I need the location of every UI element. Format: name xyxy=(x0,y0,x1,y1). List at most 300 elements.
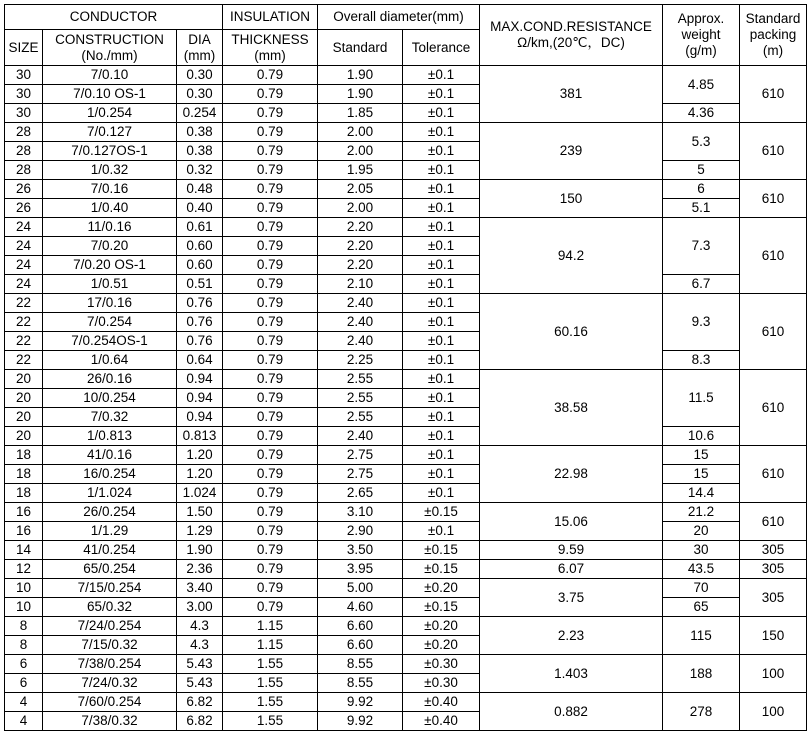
thickness-line1: THICKNESS xyxy=(231,31,309,47)
construction-cell: 65/0.254 xyxy=(43,560,177,579)
construction-cell: 10/0.254 xyxy=(43,389,177,408)
size-cell: 8 xyxy=(5,636,43,655)
standard-cell: 2.40 xyxy=(318,427,403,446)
construction-cell: 65/0.32 xyxy=(43,598,177,617)
construction-line2: (No./mm) xyxy=(81,47,138,63)
standard-cell: 2.20 xyxy=(318,237,403,256)
construction-header xyxy=(43,30,177,66)
standard-cell: 2.55 xyxy=(318,408,403,427)
tolerance-cell: ±0.30 xyxy=(403,655,480,674)
tolerance-cell: ±0.1 xyxy=(403,199,480,218)
size-cell: 4 xyxy=(5,712,43,731)
table-row xyxy=(5,522,807,541)
table-row xyxy=(5,693,807,712)
packing-cell: 610 xyxy=(740,66,807,123)
standard-cell: 1.85 xyxy=(318,104,403,123)
weight-cell: 10.6 xyxy=(663,427,740,446)
tolerance-cell: ±0.1 xyxy=(403,123,480,142)
table-row xyxy=(5,598,807,617)
resistance-cell: 94.2 xyxy=(480,218,663,294)
construction-cell: 1/0.813 xyxy=(43,427,177,446)
weight-cell: 15 xyxy=(663,465,740,484)
dia-cell: 0.94 xyxy=(177,389,223,408)
resistance-cell: 38.58 xyxy=(480,370,663,446)
thickness-line2: (mm) xyxy=(254,47,286,63)
standard-cell: 2.10 xyxy=(318,275,403,294)
weight-cell: 6.7 xyxy=(663,275,740,294)
size-cell: 26 xyxy=(5,180,43,199)
table-row xyxy=(5,541,807,560)
size-cell: 4 xyxy=(5,693,43,712)
weight-cell: 4.36 xyxy=(663,104,740,123)
construction-cell: 7/0.32 xyxy=(43,408,177,427)
packing-cell: 610 xyxy=(740,503,807,541)
tolerance-cell: ±0.1 xyxy=(403,408,480,427)
dia-cell: 0.64 xyxy=(177,351,223,370)
table-row xyxy=(5,199,807,218)
standard-cell: 6.60 xyxy=(318,636,403,655)
size-cell: 24 xyxy=(5,275,43,294)
standard-cell: 2.40 xyxy=(318,294,403,313)
tolerance-cell: ±0.1 xyxy=(403,484,480,503)
thickness-cell: 0.79 xyxy=(223,503,318,522)
construction-cell: 7/0.10 xyxy=(43,66,177,85)
wire-spec-table xyxy=(4,4,807,731)
tolerance-cell: ±0.1 xyxy=(403,104,480,123)
tolerance-header: Tolerance xyxy=(403,30,480,66)
weight-cell: 20 xyxy=(663,522,740,541)
weight-cell: 278 xyxy=(663,693,740,731)
construction-cell: 16/0.254 xyxy=(43,465,177,484)
thickness-cell: 0.79 xyxy=(223,161,318,180)
standard-cell: 5.00 xyxy=(318,579,403,598)
thickness-cell: 1.15 xyxy=(223,617,318,636)
construction-cell: 26/0.16 xyxy=(43,370,177,389)
construction-cell: 7/60/0.254 xyxy=(43,693,177,712)
size-cell: 14 xyxy=(5,541,43,560)
tolerance-cell: ±0.1 xyxy=(403,85,480,104)
construction-cell: 7/0.20 OS-1 xyxy=(43,256,177,275)
size-cell: 20 xyxy=(5,370,43,389)
standard-cell: 2.40 xyxy=(318,332,403,351)
thickness-cell: 0.79 xyxy=(223,104,318,123)
dia-cell: 1.20 xyxy=(177,465,223,484)
size-cell: 28 xyxy=(5,161,43,180)
packing-header xyxy=(740,5,807,66)
thickness-cell: 0.79 xyxy=(223,465,318,484)
size-cell: 30 xyxy=(5,66,43,85)
construction-cell: 17/0.16 xyxy=(43,294,177,313)
table-row xyxy=(5,617,807,636)
thickness-cell: 1.55 xyxy=(223,674,318,693)
standard-cell: 2.40 xyxy=(318,313,403,332)
table-row xyxy=(5,560,807,579)
resistance-cell: 3.75 xyxy=(480,579,663,617)
packing-line3: (m) xyxy=(762,43,784,58)
size-cell: 20 xyxy=(5,408,43,427)
table-row xyxy=(5,484,807,503)
packing-cell: 610 xyxy=(740,180,807,218)
table-body xyxy=(5,66,807,731)
table-row xyxy=(5,427,807,446)
thickness-cell: 0.79 xyxy=(223,484,318,503)
thickness-cell: 0.79 xyxy=(223,237,318,256)
dia-cell: 0.40 xyxy=(177,199,223,218)
thickness-cell: 0.79 xyxy=(223,598,318,617)
standard-cell: 8.55 xyxy=(318,674,403,693)
size-cell: 18 xyxy=(5,446,43,465)
resistance-cell: 1.403 xyxy=(480,655,663,693)
weight-cell: 5.1 xyxy=(663,199,740,218)
tolerance-cell: ±0.1 xyxy=(403,66,480,85)
tolerance-cell: ±0.20 xyxy=(403,579,480,598)
construction-cell: 7/15/0.254 xyxy=(43,579,177,598)
thickness-cell: 0.79 xyxy=(223,389,318,408)
resistance-cell: 22.98 xyxy=(480,446,663,503)
max-resistance-line2: Ω/km,(20℃，DC) xyxy=(517,35,625,50)
dia-cell: 5.43 xyxy=(177,674,223,693)
dia-cell: 0.30 xyxy=(177,66,223,85)
size-cell: 18 xyxy=(5,484,43,503)
tolerance-cell: ±0.1 xyxy=(403,351,480,370)
size-cell: 20 xyxy=(5,427,43,446)
standard-cell: 3.10 xyxy=(318,503,403,522)
table-row xyxy=(5,579,807,598)
max-resistance-line1: MAX.COND.RESISTANCE xyxy=(490,19,652,34)
thickness-cell: 0.79 xyxy=(223,123,318,142)
weight-cell: 4.85 xyxy=(663,66,740,104)
thickness-cell: 1.55 xyxy=(223,693,318,712)
conductor-header: CONDUCTOR xyxy=(5,5,223,30)
size-cell: 28 xyxy=(5,123,43,142)
thickness-cell: 0.79 xyxy=(223,218,318,237)
tolerance-cell: ±0.1 xyxy=(403,465,480,484)
dia-cell: 6.82 xyxy=(177,712,223,731)
standard-cell: 2.05 xyxy=(318,180,403,199)
standard-cell: 1.95 xyxy=(318,161,403,180)
construction-cell: 1/0.32 xyxy=(43,161,177,180)
standard-cell: 3.50 xyxy=(318,541,403,560)
table-row xyxy=(5,294,807,313)
thickness-cell: 0.79 xyxy=(223,66,318,85)
thickness-cell: 0.79 xyxy=(223,85,318,104)
size-cell: 22 xyxy=(5,313,43,332)
thickness-cell: 0.79 xyxy=(223,142,318,161)
table-row xyxy=(5,351,807,370)
tolerance-cell: ±0.20 xyxy=(403,617,480,636)
weight-header xyxy=(663,5,740,66)
construction-cell: 7/0.254OS-1 xyxy=(43,332,177,351)
standard-cell: 2.20 xyxy=(318,218,403,237)
dia-cell: 0.76 xyxy=(177,294,223,313)
standard-header: Standard xyxy=(318,30,403,66)
construction-cell: 1/1.29 xyxy=(43,522,177,541)
standard-cell: 1.90 xyxy=(318,66,403,85)
dia-cell: 0.60 xyxy=(177,237,223,256)
standard-cell: 2.20 xyxy=(318,256,403,275)
dia-cell: 0.76 xyxy=(177,332,223,351)
tolerance-cell: ±0.15 xyxy=(403,560,480,579)
size-cell: 22 xyxy=(5,351,43,370)
weight-line3: (g/m) xyxy=(685,43,717,58)
dia-cell: 5.43 xyxy=(177,655,223,674)
thickness-cell: 0.79 xyxy=(223,332,318,351)
thickness-cell: 1.55 xyxy=(223,712,318,731)
size-cell: 16 xyxy=(5,522,43,541)
standard-cell: 2.55 xyxy=(318,370,403,389)
standard-cell: 2.25 xyxy=(318,351,403,370)
dia-cell: 3.00 xyxy=(177,598,223,617)
packing-cell: 305 xyxy=(740,579,807,617)
construction-cell: 1/1.024 xyxy=(43,484,177,503)
construction-cell: 1/0.51 xyxy=(43,275,177,294)
weight-cell: 8.3 xyxy=(663,351,740,370)
construction-cell: 1/0.40 xyxy=(43,199,177,218)
table-row xyxy=(5,161,807,180)
resistance-cell: 150 xyxy=(480,180,663,218)
max-resistance-header xyxy=(480,5,663,66)
size-cell: 20 xyxy=(5,389,43,408)
standard-cell: 2.00 xyxy=(318,142,403,161)
tolerance-cell: ±0.1 xyxy=(403,294,480,313)
thickness-cell: 0.79 xyxy=(223,408,318,427)
dia-cell: 0.76 xyxy=(177,313,223,332)
packing-cell: 610 xyxy=(740,446,807,503)
size-cell: 10 xyxy=(5,579,43,598)
thickness-cell: 0.79 xyxy=(223,351,318,370)
tolerance-cell: ±0.1 xyxy=(403,237,480,256)
standard-cell: 2.65 xyxy=(318,484,403,503)
table-row xyxy=(5,655,807,674)
table-row xyxy=(5,370,807,389)
standard-cell: 8.55 xyxy=(318,655,403,674)
thickness-cell: 0.79 xyxy=(223,256,318,275)
size-cell: 24 xyxy=(5,218,43,237)
weight-cell: 9.3 xyxy=(663,294,740,351)
size-cell: 30 xyxy=(5,104,43,123)
thickness-cell: 0.79 xyxy=(223,294,318,313)
tolerance-cell: ±0.1 xyxy=(403,180,480,199)
packing-cell: 610 xyxy=(740,123,807,180)
weight-cell: 115 xyxy=(663,617,740,655)
dia-cell: 1.90 xyxy=(177,541,223,560)
dia-line1: DIA xyxy=(188,31,211,47)
construction-cell: 41/0.254 xyxy=(43,541,177,560)
weight-cell: 30 xyxy=(663,541,740,560)
size-cell: 18 xyxy=(5,465,43,484)
standard-cell: 2.75 xyxy=(318,465,403,484)
weight-cell: 188 xyxy=(663,655,740,693)
table-row xyxy=(5,180,807,199)
construction-line1: CONSTRUCTION xyxy=(55,31,164,47)
thickness-cell: 0.79 xyxy=(223,370,318,389)
size-cell: 22 xyxy=(5,294,43,313)
thickness-header xyxy=(223,30,318,66)
construction-cell: 7/0.254 xyxy=(43,313,177,332)
resistance-cell: 239 xyxy=(480,123,663,180)
overall-diameter-header: Overall diameter(mm) xyxy=(318,5,480,30)
dia-cell: 0.60 xyxy=(177,256,223,275)
dia-cell: 0.32 xyxy=(177,161,223,180)
table-row xyxy=(5,465,807,484)
construction-cell: 1/0.254 xyxy=(43,104,177,123)
weight-cell: 14.4 xyxy=(663,484,740,503)
size-cell: 22 xyxy=(5,332,43,351)
tolerance-cell: ±0.1 xyxy=(403,142,480,161)
thickness-cell: 0.79 xyxy=(223,446,318,465)
packing-cell: 610 xyxy=(740,370,807,446)
dia-cell: 4.3 xyxy=(177,636,223,655)
weight-cell: 7.3 xyxy=(663,218,740,275)
packing-cell: 610 xyxy=(740,294,807,370)
standard-cell: 9.92 xyxy=(318,712,403,731)
thickness-cell: 1.15 xyxy=(223,636,318,655)
insulation-header: INSULATION xyxy=(223,5,318,30)
weight-cell: 11.5 xyxy=(663,370,740,427)
tolerance-cell: ±0.1 xyxy=(403,370,480,389)
table-row xyxy=(5,503,807,522)
construction-cell: 7/38/0.32 xyxy=(43,712,177,731)
dia-cell: 1.024 xyxy=(177,484,223,503)
construction-cell: 7/0.10 OS-1 xyxy=(43,85,177,104)
standard-cell: 9.92 xyxy=(318,693,403,712)
weight-cell: 5.3 xyxy=(663,123,740,161)
dia-header xyxy=(177,30,223,66)
tolerance-cell: ±0.1 xyxy=(403,446,480,465)
tolerance-cell: ±0.40 xyxy=(403,712,480,731)
table-row xyxy=(5,66,807,85)
dia-cell: 1.50 xyxy=(177,503,223,522)
construction-cell: 7/0.127 xyxy=(43,123,177,142)
construction-cell: 7/15/0.32 xyxy=(43,636,177,655)
tolerance-cell: ±0.15 xyxy=(403,503,480,522)
tolerance-cell: ±0.1 xyxy=(403,522,480,541)
tolerance-cell: ±0.1 xyxy=(403,161,480,180)
dia-cell: 0.813 xyxy=(177,427,223,446)
construction-cell: 7/24/0.32 xyxy=(43,674,177,693)
standard-cell: 2.00 xyxy=(318,123,403,142)
standard-cell: 4.60 xyxy=(318,598,403,617)
size-cell: 24 xyxy=(5,237,43,256)
dia-cell: 0.94 xyxy=(177,370,223,389)
thickness-cell: 0.79 xyxy=(223,275,318,294)
thickness-cell: 0.79 xyxy=(223,199,318,218)
packing-cell: 305 xyxy=(740,541,807,560)
standard-cell: 2.55 xyxy=(318,389,403,408)
size-cell: 6 xyxy=(5,655,43,674)
tolerance-cell: ±0.1 xyxy=(403,332,480,351)
dia-cell: 0.94 xyxy=(177,408,223,427)
construction-cell: 7/24/0.254 xyxy=(43,617,177,636)
packing-cell: 610 xyxy=(740,218,807,294)
size-cell: 6 xyxy=(5,674,43,693)
thickness-cell: 0.79 xyxy=(223,541,318,560)
dia-cell: 3.40 xyxy=(177,579,223,598)
construction-cell: 7/0.16 xyxy=(43,180,177,199)
dia-cell: 0.61 xyxy=(177,218,223,237)
tolerance-cell: ±0.20 xyxy=(403,636,480,655)
tolerance-cell: ±0.1 xyxy=(403,275,480,294)
tolerance-cell: ±0.1 xyxy=(403,218,480,237)
size-cell: 24 xyxy=(5,256,43,275)
resistance-cell: 0.882 xyxy=(480,693,663,731)
dia-cell: 0.48 xyxy=(177,180,223,199)
weight-line1: Approx. xyxy=(677,11,725,26)
size-cell: 16 xyxy=(5,503,43,522)
dia-cell: 0.254 xyxy=(177,104,223,123)
tolerance-cell: ±0.40 xyxy=(403,693,480,712)
dia-cell: 0.38 xyxy=(177,123,223,142)
dia-line2: (mm) xyxy=(183,47,216,63)
weight-cell: 5 xyxy=(663,161,740,180)
table-row xyxy=(5,104,807,123)
thickness-cell: 0.79 xyxy=(223,180,318,199)
dia-cell: 2.36 xyxy=(177,560,223,579)
packing-cell: 100 xyxy=(740,655,807,693)
resistance-cell: 381 xyxy=(480,66,663,123)
table-row xyxy=(5,218,807,237)
construction-cell: 7/38/0.254 xyxy=(43,655,177,674)
resistance-cell: 6.07 xyxy=(480,560,663,579)
weight-cell: 15 xyxy=(663,446,740,465)
standard-cell: 2.75 xyxy=(318,446,403,465)
packing-cell: 305 xyxy=(740,560,807,579)
size-cell: 8 xyxy=(5,617,43,636)
thickness-cell: 0.79 xyxy=(223,579,318,598)
construction-cell: 26/0.254 xyxy=(43,503,177,522)
packing-line1: Standard xyxy=(745,11,801,26)
weight-cell: 70 xyxy=(663,579,740,598)
weight-cell: 65 xyxy=(663,598,740,617)
thickness-cell: 1.55 xyxy=(223,655,318,674)
dia-cell: 0.30 xyxy=(177,85,223,104)
tolerance-cell: ±0.15 xyxy=(403,541,480,560)
standard-cell: 2.00 xyxy=(318,199,403,218)
resistance-cell: 15.06 xyxy=(480,503,663,541)
size-cell: 12 xyxy=(5,560,43,579)
tolerance-cell: ±0.1 xyxy=(403,427,480,446)
thickness-cell: 0.79 xyxy=(223,313,318,332)
standard-cell: 1.90 xyxy=(318,85,403,104)
table-row xyxy=(5,446,807,465)
dia-cell: 1.20 xyxy=(177,446,223,465)
table-row xyxy=(5,123,807,142)
tolerance-cell: ±0.1 xyxy=(403,256,480,275)
packing-cell: 150 xyxy=(740,617,807,655)
weight-cell: 21.2 xyxy=(663,503,740,522)
dia-cell: 0.38 xyxy=(177,142,223,161)
resistance-cell: 60.16 xyxy=(480,294,663,370)
construction-cell: 7/0.20 xyxy=(43,237,177,256)
tolerance-cell: ±0.1 xyxy=(403,313,480,332)
size-header: SIZE xyxy=(5,30,43,66)
resistance-cell: 9.59 xyxy=(480,541,663,560)
weight-cell: 43.5 xyxy=(663,560,740,579)
resistance-cell: 2.23 xyxy=(480,617,663,655)
size-cell: 28 xyxy=(5,142,43,161)
construction-cell: 1/0.64 xyxy=(43,351,177,370)
size-cell: 26 xyxy=(5,199,43,218)
table-row xyxy=(5,275,807,294)
dia-cell: 1.29 xyxy=(177,522,223,541)
standard-cell: 3.95 xyxy=(318,560,403,579)
thickness-cell: 0.79 xyxy=(223,427,318,446)
size-cell: 10 xyxy=(5,598,43,617)
dia-cell: 6.82 xyxy=(177,693,223,712)
tolerance-cell: ±0.15 xyxy=(403,598,480,617)
construction-cell: 41/0.16 xyxy=(43,446,177,465)
packing-line2: packing xyxy=(749,27,797,42)
